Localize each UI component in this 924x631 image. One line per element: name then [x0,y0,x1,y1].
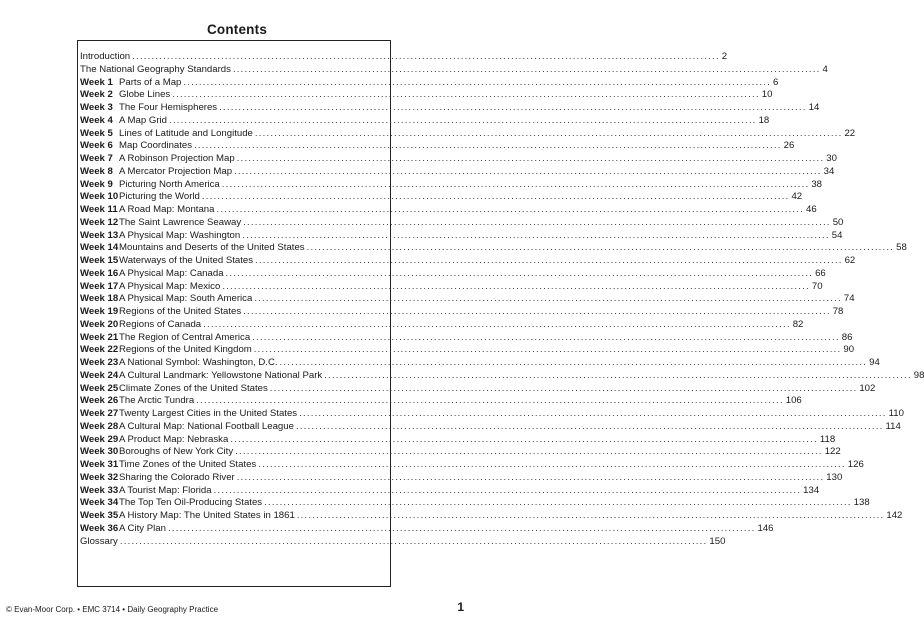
toc-page-number: 2 [721,51,728,62]
toc-page-number: 62 [844,255,856,266]
table-of-contents [80,51,924,548]
toc-entry-title: Regions of the United Kingdom [119,344,252,356]
dot-leader [214,485,802,498]
toc-page-number: 74 [843,293,855,305]
toc-entry-title: A Cultural Map: National Football League [119,420,294,432]
dot-leader [237,153,825,166]
toc-entry-title: Boroughs of New York City [119,446,234,458]
toc-entry [80,395,802,408]
dot-leader [255,128,843,141]
toc-entry [80,153,837,166]
toc-entry [80,267,826,281]
toc-entry-title: Mountains and Deserts of the United States [119,242,305,254]
toc-entry [80,408,904,421]
dot-leader [233,64,821,77]
toc-page-number: 122 [824,446,841,458]
toc-entry [80,178,823,192]
toc-page-number: 70 [811,280,823,292]
toc-week-label: Week 23 [80,357,119,368]
toc-entry [80,191,803,204]
toc-entry-title: A Cultural Landmark: Yellowstone National Park [119,369,323,381]
toc-week-label: Week 7 [80,153,113,164]
toc-entry [80,293,855,306]
toc-page-number: 4 [822,63,828,75]
toc-entry [80,510,903,523]
toc-entry [80,127,856,141]
toc-entry [80,140,795,153]
dot-leader [237,472,825,485]
toc-entry-title: A Mercator Projection Map [119,165,233,177]
toc-week-label: Week 12 [80,216,119,228]
dot-leader [324,370,912,383]
toc-week-label: Week 34 [80,497,119,509]
toc-page-number: 54 [831,229,843,241]
page-number: 1 [457,600,464,614]
toc-entry-title: Twenty Largest Cities in the United States [119,408,298,419]
toc-entry [80,76,779,90]
toc-entry-title: Picturing North America [119,178,220,190]
dot-leader [270,383,858,396]
toc-entry-title: Globe Lines [119,89,171,101]
toc-entry [80,344,855,357]
toc-week-label: Week 24 [80,369,119,381]
dot-leader [243,306,831,319]
toc-entry [80,446,841,459]
toc-page-number: 118 [819,433,836,445]
toc-entry-title: The Region of Central America [119,331,251,343]
dot-leader [252,332,840,345]
toc-week-label: Week 28 [80,420,119,432]
toc-week-label: Week 10 [80,191,119,203]
toc-entry-title: Introduction [80,51,131,62]
toc-week-label: Week 16 [80,267,119,279]
toc-page-number: 46 [806,204,817,215]
toc-page-number: 130 [826,471,843,483]
toc-entry [80,382,876,396]
toc-page-number: 146 [757,522,774,534]
dot-leader [254,293,842,306]
toc-entry-title: A City Plan [119,522,166,534]
toc-week-label: Week 5 [80,127,113,139]
toc-entry-title: Map Coordinates [119,140,193,152]
dot-leader [296,421,884,434]
toc-week-label: Week 32 [80,471,119,483]
toc-page-number: 78 [832,306,844,317]
dot-leader [196,395,784,408]
toc-week-label: Week 14 [80,242,119,254]
toc-week-label: Week 3 [80,102,113,113]
dot-leader [280,357,868,370]
toc-page-number: 126 [847,459,864,470]
dot-leader [132,51,720,64]
dot-leader [219,102,807,115]
toc-week-label: Week 25 [80,382,119,394]
toc-page-number: 106 [785,395,802,407]
dot-leader [258,459,846,472]
toc-page-number: 34 [823,165,835,177]
dot-leader [222,281,810,294]
toc-page-number: 42 [791,191,803,203]
toc-week-label: Week 11 [80,204,118,215]
toc-week-label: Week 17 [80,280,119,292]
toc-entry-title: A Product Map: Nebraska [119,433,229,445]
toc-entry [80,216,844,230]
dot-leader [168,523,756,536]
toc-entry [80,114,770,128]
toc-entry-title: The Saint Lawrence Seaway [119,216,242,228]
toc-entry-title: A Physical Map: Canada [119,267,224,279]
dot-leader [234,166,822,179]
dot-leader [169,115,757,128]
dot-leader [230,434,818,447]
dot-leader [226,268,814,281]
dot-leader [254,344,842,357]
dot-leader [183,77,771,90]
toc-entry [80,242,907,255]
toc-week-label: Week 18 [80,293,119,305]
dot-leader [202,191,790,204]
dot-leader [172,89,760,102]
toc-entry [80,522,774,536]
dot-leader [242,230,830,243]
toc-page-number: 50 [832,216,844,228]
dot-leader [307,242,895,255]
toc-page-number: 114 [885,420,901,432]
toc-page-number: 138 [853,497,870,509]
toc-page-number: 18 [758,114,770,126]
toc-entry [80,433,836,447]
dot-leader [235,446,823,459]
toc-week-label: Week 2 [80,89,113,101]
toc-entry [80,229,843,243]
toc-page-number: 26 [783,140,795,152]
dot-leader [194,140,782,153]
toc-week-label: Week 19 [80,306,119,317]
toc-entry [80,497,870,510]
toc-week-label: Week 31 [80,459,119,470]
toc-page-number: 22 [844,127,856,139]
dot-leader [222,179,810,192]
toc-page-number: 94 [869,357,880,368]
toc-entry-title: A Tourist Map: Florida [119,484,212,496]
toc-entry-title: A Physical Map: Mexico [119,280,221,292]
toc-page-number: 90 [843,344,855,356]
toc-entry-title: Sharing the Colorado River [119,471,235,483]
toc-page-number: 10 [761,89,773,101]
toc-entry-title: The Arctic Tundra [119,395,195,407]
toc-entry [80,204,817,217]
toc-entry [80,484,820,498]
dot-leader [216,204,804,217]
toc-week-label: Week 35 [80,510,119,521]
toc-entry [80,51,728,64]
toc-entry [80,102,820,115]
toc-page-number: 38 [811,178,823,190]
dot-leader [299,408,887,421]
toc-page-number: 14 [808,102,820,113]
toc-entry [80,471,843,485]
toc-entry [80,280,823,294]
toc-page-number: 58 [896,242,907,254]
toc-entry-title: The Top Ten Oil-Producing States [119,497,263,509]
toc-entry [80,420,901,434]
toc-entry-title: Waterways of the United States [119,255,254,266]
toc-page-number: 6 [772,76,779,88]
toc-page-number: 134 [803,484,820,496]
toc-week-label: Week 8 [80,165,113,177]
toc-entry [80,165,835,179]
toc-week-label: Week 21 [80,331,119,343]
toc-page-number: 98 [913,369,924,381]
toc-week-label: Week 20 [80,318,119,330]
toc-entry-title: A Physical Map: South America [119,293,253,305]
toc-entry [80,63,828,77]
toc-week-label: Week 36 [80,522,119,534]
toc-entry-title: Climate Zones of the United States [119,382,268,394]
dot-leader [243,217,831,230]
toc-entry-title: Parts of a Map [119,76,182,88]
footer-credit: © Evan-Moor Corp. • EMC 3714 • Daily Geography Practice [6,605,219,614]
toc-entry-title: Regions of the United States [119,306,242,317]
toc-page-number: 142 [886,510,903,521]
toc-entry-title: Regions of Canada [119,318,202,330]
toc-week-label: Week 33 [80,484,119,496]
toc-entry [80,535,726,549]
toc-entry-title: A Physical Map: Washington [119,229,241,241]
toc-week-label: Week 15 [80,255,119,266]
toc-entry-title: A Map Grid [119,114,167,126]
toc-page-number: 102 [859,382,876,394]
toc-entry [80,306,844,319]
toc-entry-title: A National Symbol: Washington, D.C. [119,357,278,368]
toc-entry [80,459,864,472]
toc-week-label: Week 22 [80,344,119,356]
toc-week-label: Week 4 [80,114,113,126]
toc-entry-title: The Four Hemispheres [119,102,218,113]
toc-entry [80,357,880,370]
toc-page-number: 150 [709,535,726,547]
toc-entry [80,255,856,268]
toc-page-number: 86 [841,331,853,343]
toc-week-label: Week 30 [80,446,119,458]
dot-leader [203,319,791,332]
toc-entry [80,331,853,345]
toc-week-label: Week 1 [80,76,113,88]
toc-entry-title: Picturing the World [119,191,200,203]
toc-page-number: 30 [826,153,837,164]
dot-leader [255,255,843,268]
toc-entry [80,369,924,383]
toc-week-label: Week 6 [80,140,113,152]
dot-leader [297,510,885,523]
toc-week-label: Week 13 [80,229,119,241]
toc-week-label: Week 27 [80,408,119,419]
toc-entry-title: Glossary [80,535,118,547]
toc-entry-title: Time Zones of the United States [119,459,257,470]
toc-entry [80,318,804,332]
toc-entry-title: A History Map: The United States in 1861 [119,510,295,521]
toc-entry-title: A Robinson Projection Map [119,153,235,164]
dot-leader [264,497,852,510]
toc-page-number: 66 [815,267,826,279]
page-title: Contents [206,22,268,37]
dot-leader [120,536,708,549]
toc-page-number: 82 [792,318,804,330]
toc-entry-title: A Road Map: Montana [119,204,215,215]
page-footer [0,600,474,617]
toc-page-number: 110 [888,408,904,419]
toc-entry-title: The National Geography Standards [80,63,231,75]
toc-entry [80,89,773,102]
toc-week-label: Week 9 [80,178,113,190]
toc-week-label: Week 29 [80,433,119,445]
toc-entry-title: Lines of Latitude and Longitude [119,127,253,139]
toc-week-label: Week 26 [80,395,119,407]
